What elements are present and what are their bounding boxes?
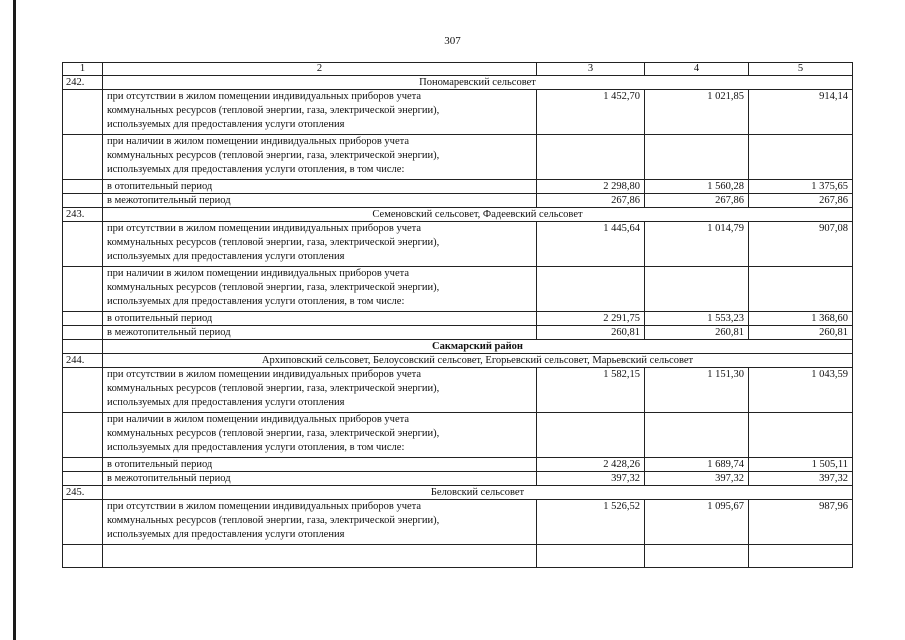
column-header-row	[63, 63, 853, 76]
blank-cell	[749, 545, 853, 568]
column-header-5: 5	[749, 63, 853, 76]
description-line: в межотопительный период	[107, 473, 231, 484]
description-line: используемых для предоставления услуги отопления, в том числе:	[107, 442, 405, 453]
tariff-row	[63, 267, 853, 312]
tariff-value-col4	[645, 135, 749, 180]
tariff-row	[63, 135, 853, 180]
scan-edge	[13, 0, 16, 640]
tariff-value-col5: 397,32	[749, 472, 853, 486]
description-cell	[103, 413, 537, 458]
tariff-row	[63, 368, 853, 413]
description-line: коммунальных ресурсов (тепловой энергии, газа, электрической энергии),	[107, 237, 440, 248]
tariff-row	[63, 458, 853, 472]
tariff-value-col3: 1 582,15	[537, 368, 645, 413]
tariff-row	[63, 90, 853, 135]
description-cell	[103, 222, 537, 267]
description-cell	[103, 90, 537, 135]
tariff-value-col4: 1 689,74	[645, 458, 749, 472]
description-cell	[103, 312, 537, 326]
description-line: при наличии в жилом помещении индивидуальных приборов учета	[107, 268, 409, 279]
row-number-cell	[63, 368, 103, 413]
tariff-value-col3: 1 526,52	[537, 500, 645, 545]
tariff-row	[63, 413, 853, 458]
tariff-value-col3: 2 291,75	[537, 312, 645, 326]
tariff-value-col3	[537, 135, 645, 180]
section-number: 243.	[63, 208, 103, 222]
row-number-cell	[63, 90, 103, 135]
description-line: используемых для предоставления услуги отопления	[107, 119, 345, 130]
tariff-value-col4: 260,81	[645, 326, 749, 340]
description-line: в отопительный период	[107, 181, 213, 192]
tariff-value-col4	[645, 413, 749, 458]
tariff-value-col3: 1 445,64	[537, 222, 645, 267]
tariff-row	[63, 326, 853, 340]
description-line: используемых для предоставления услуги отопления	[107, 397, 345, 408]
tariff-value-col5: 1 375,65	[749, 180, 853, 194]
tariff-value-col5: 1 043,59	[749, 368, 853, 413]
tariff-value-col4: 1 560,28	[645, 180, 749, 194]
row-number-cell	[63, 222, 103, 267]
tariff-value-col3: 2 428,26	[537, 458, 645, 472]
column-header-3: 3	[537, 63, 645, 76]
row-number-cell	[63, 500, 103, 545]
tariff-value-col5: 1 368,60	[749, 312, 853, 326]
description-line: при наличии в жилом помещении индивидуальных приборов учета	[107, 136, 409, 147]
row-number-cell	[63, 458, 103, 472]
tariff-value-col4	[645, 267, 749, 312]
row-number-cell	[63, 180, 103, 194]
tariff-row	[63, 180, 853, 194]
blank-cell	[63, 545, 103, 568]
column-header-1: 1	[63, 63, 103, 76]
description-line: коммунальных ресурсов (тепловой энергии, газа, электрической энергии),	[107, 150, 440, 161]
description-line: при отсутствии в жилом помещении индивидуальных приборов учета	[107, 369, 422, 380]
description-cell	[103, 194, 537, 208]
section-row	[63, 354, 853, 368]
page-number: 307	[444, 35, 461, 47]
blank-cell	[103, 545, 537, 568]
tariff-row	[63, 194, 853, 208]
tariff-value-col4: 1 021,85	[645, 90, 749, 135]
tariff-table	[62, 62, 853, 568]
section-title: Архиповский сельсовет, Белоусовский сельсовет, Егорьевский сельсовет, Марьевский сельсовет	[103, 354, 853, 368]
description-line: при отсутствии в жилом помещении индивидуальных приборов учета	[107, 223, 422, 234]
description-line: в отопительный период	[107, 459, 213, 470]
tariff-value-col5	[749, 135, 853, 180]
tariff-value-col5: 907,08	[749, 222, 853, 267]
tariff-value-col3	[537, 267, 645, 312]
tariff-value-col3: 267,86	[537, 194, 645, 208]
description-line: коммунальных ресурсов (тепловой энергии, газа, электрической энергии),	[107, 282, 440, 293]
blank-cell	[645, 545, 749, 568]
tariff-row	[63, 312, 853, 326]
section-row	[63, 76, 853, 90]
tariff-value-col3: 260,81	[537, 326, 645, 340]
tariff-value-col5: 987,96	[749, 500, 853, 545]
description-line: при наличии в жилом помещении индивидуальных приборов учета	[107, 414, 409, 425]
row-number-cell	[63, 413, 103, 458]
section-title: Семеновский сельсовет, Фадеевский сельсовет	[103, 208, 853, 222]
tariff-value-col4: 1 151,30	[645, 368, 749, 413]
tariff-value-col3	[537, 413, 645, 458]
description-line: используемых для предоставления услуги отопления	[107, 251, 345, 262]
tariff-value-col4: 1 553,23	[645, 312, 749, 326]
section-title: Беловский сельсовет	[103, 486, 853, 500]
description-cell	[103, 326, 537, 340]
blank-cell	[537, 545, 645, 568]
tariff-value-col3: 1 452,70	[537, 90, 645, 135]
tariff-value-col5: 260,81	[749, 326, 853, 340]
row-number-cell	[63, 135, 103, 180]
description-line: используемых для предоставления услуги отопления, в том числе:	[107, 296, 405, 307]
tariff-value-col5: 267,86	[749, 194, 853, 208]
section-title: Пономаревский сельсовет	[103, 76, 853, 90]
tariff-value-col5: 1 505,11	[749, 458, 853, 472]
tariff-value-col4: 1 095,67	[645, 500, 749, 545]
blank-row	[63, 545, 853, 568]
description-cell	[103, 368, 537, 413]
section-number: 245.	[63, 486, 103, 500]
description-line: в межотопительный период	[107, 195, 231, 206]
tariff-value-col3: 2 298,80	[537, 180, 645, 194]
description-cell	[103, 180, 537, 194]
description-line: коммунальных ресурсов (тепловой энергии, газа, электрической энергии),	[107, 428, 440, 439]
row-number-cell	[63, 472, 103, 486]
row-number-cell	[63, 267, 103, 312]
district-spacer	[63, 340, 103, 354]
tariff-value-col4: 267,86	[645, 194, 749, 208]
section-number: 242.	[63, 76, 103, 90]
row-number-cell	[63, 326, 103, 340]
section-row	[63, 208, 853, 222]
description-cell	[103, 135, 537, 180]
description-line: при отсутствии в жилом помещении индивидуальных приборов учета	[107, 91, 422, 102]
column-header-4: 4	[645, 63, 749, 76]
description-line: в межотопительный период	[107, 327, 231, 338]
description-line: используемых для предоставления услуги отопления	[107, 529, 345, 540]
tariff-row	[63, 500, 853, 545]
description-line: коммунальных ресурсов (тепловой энергии, газа, электрической энергии),	[107, 105, 440, 116]
tariff-table-body	[63, 63, 853, 568]
tariff-value-col4: 1 014,79	[645, 222, 749, 267]
district-title: Сакмарский район	[103, 340, 853, 354]
description-cell	[103, 472, 537, 486]
tariff-row	[63, 222, 853, 267]
description-line: при отсутствии в жилом помещении индивидуальных приборов учета	[107, 501, 422, 512]
tariff-value-col3: 397,32	[537, 472, 645, 486]
tariff-value-col4: 397,32	[645, 472, 749, 486]
row-number-cell	[63, 312, 103, 326]
description-cell	[103, 458, 537, 472]
tariff-value-col5: 914,14	[749, 90, 853, 135]
section-number: 244.	[63, 354, 103, 368]
tariff-value-col5	[749, 413, 853, 458]
description-cell	[103, 500, 537, 545]
description-line: в отопительный период	[107, 313, 213, 324]
section-row	[63, 486, 853, 500]
row-number-cell	[63, 194, 103, 208]
description-line: коммунальных ресурсов (тепловой энергии, газа, электрической энергии),	[107, 383, 440, 394]
district-row	[63, 340, 853, 354]
description-line: коммунальных ресурсов (тепловой энергии, газа, электрической энергии),	[107, 515, 440, 526]
column-header-2: 2	[103, 63, 537, 76]
tariff-row	[63, 472, 853, 486]
description-line: используемых для предоставления услуги отопления, в том числе:	[107, 164, 405, 175]
description-cell	[103, 267, 537, 312]
tariff-value-col5	[749, 267, 853, 312]
